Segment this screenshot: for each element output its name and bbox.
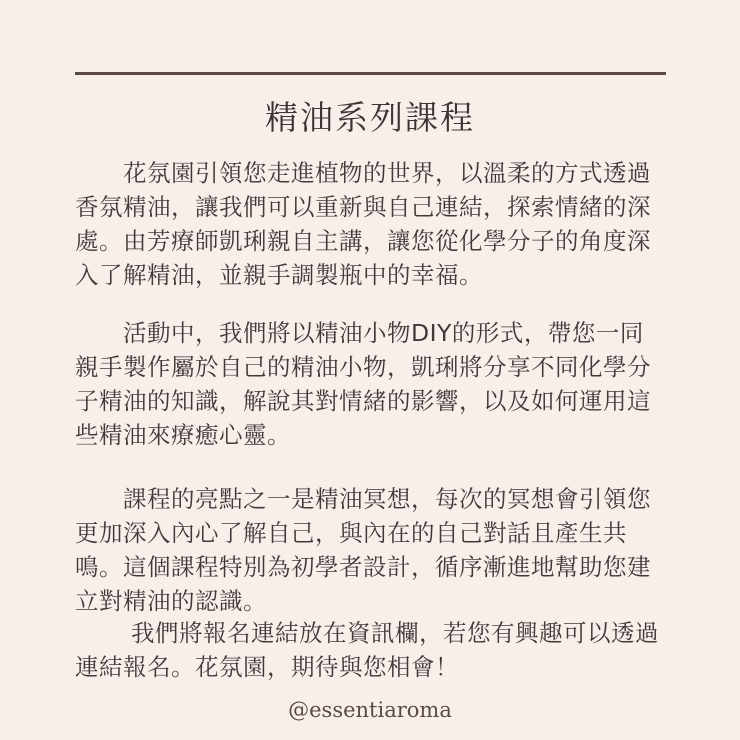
page-title: 精油系列課程	[265, 98, 475, 137]
paragraph-3-line: 鳴。這個課程特別為初學者設計，循序漸進地幫助您建	[75, 553, 651, 581]
paragraph-1-line: 處。由芳療師凱琍親自主講，讓您從化學分子的角度深	[75, 227, 651, 255]
paragraph-2-line: 子精油的知識，解說其對情緒的影響，以及如何運用這	[75, 387, 651, 415]
paragraph-2-line: 活動中，我們將以精油小物DIY的形式，帶您一同	[75, 319, 644, 347]
paragraph-2-line: 親手製作屬於自己的精油小物，凱琍將分享不同化學分	[75, 353, 651, 381]
paragraph-1-line: 入了解精油，並親手調製瓶中的幸福。	[75, 261, 483, 289]
paragraph-1-line: 香氛精油，讓我們可以重新與自己連結，探索情緒的深	[75, 193, 651, 221]
paragraph-3-line: 更加深入內心了解自己，與內在的自己對話且產生共	[75, 519, 627, 547]
top-divider	[75, 72, 666, 75]
paragraph-3-line: 課程的亮點之一是精油冥想，每次的冥想會引領您	[75, 485, 651, 513]
paragraph-4-line: 我們將報名連結放在資訊欄，若您有興趣可以透過	[75, 619, 659, 647]
paragraph-2-line: 些精油來療癒心靈。	[75, 421, 291, 449]
account-handle: @essentiaroma	[288, 698, 452, 722]
paragraph-4-line: 連結報名。花氛園，期待與您相會！	[75, 653, 459, 681]
paragraph-1-line: 花氛園引領您走進植物的世界，以溫柔的方式透過	[75, 159, 651, 187]
paragraph-3-line: 立對精油的認識。	[75, 587, 267, 615]
